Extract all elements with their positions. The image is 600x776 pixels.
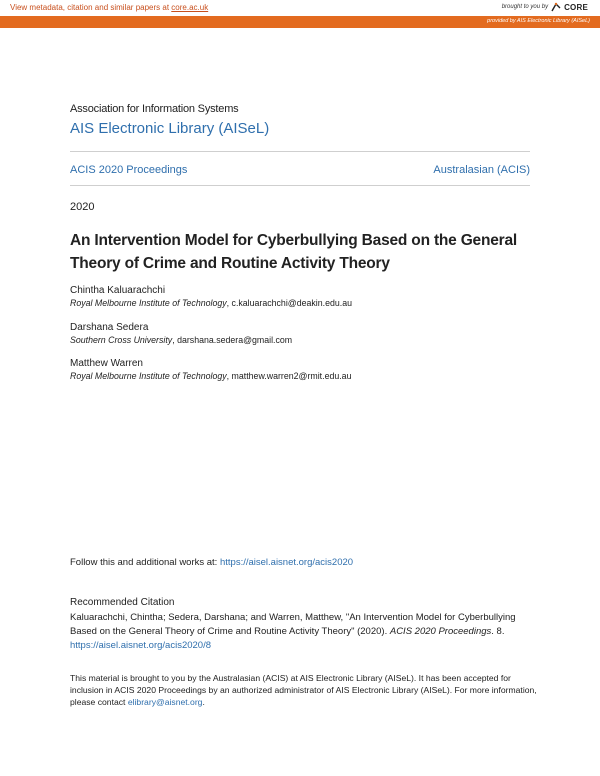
follow-line [70, 557, 353, 568]
follow-text: Follow this and additional works at: [70, 557, 220, 568]
bottom-divider [70, 185, 530, 186]
citation-heading: Recommended Citation [70, 597, 175, 608]
recommended-citation [70, 596, 540, 653]
provided-by-text: provided by AIS Electronic Library (AISeL) [487, 18, 590, 24]
top-divider [70, 151, 530, 152]
brought-to-you[interactable] [502, 2, 588, 12]
follow-link[interactable]: https://aisel.aisnet.org/acis2020 [219, 557, 354, 568]
core-logo-text: CORE [564, 2, 588, 12]
footer-notice [70, 672, 540, 708]
author-affiliation: Royal Melbourne Institute of Technology, matthew.warren2@rmit.edu.au [70, 371, 352, 381]
author-affiliation: Royal Melbourne Institute of Technology, c.kaluarachchi@deakin.edu.au [70, 298, 352, 308]
footer-end: . [202, 697, 205, 707]
author-affiliation: Southern Cross University, darshana.sedera@gmail.com [70, 335, 293, 345]
author-name: Darshana Sedera [70, 322, 149, 333]
core-ac-uk-link[interactable]: core.ac.uk [171, 3, 209, 12]
citation-venue: ACIS 2020 Proceedings [389, 626, 492, 637]
author-institution: Royal Melbourne Institute of Technology [70, 371, 227, 381]
citation-number: . 8. [491, 626, 505, 637]
library-link[interactable]: AIS Electronic Library (AISeL) [70, 120, 270, 137]
core-banner [0, 0, 600, 16]
author-block [70, 321, 292, 347]
author-institution: Southern Cross University [70, 335, 173, 345]
author-block [70, 357, 351, 383]
author-name: Matthew Warren [70, 358, 143, 369]
view-metadata-link[interactable] [10, 3, 208, 12]
proceedings-link[interactable]: ACIS 2020 Proceedings [70, 164, 188, 176]
publication-year: 2020 [70, 201, 95, 213]
region-link[interactable]: Australasian (ACIS) [433, 164, 530, 176]
author-email: darshana.sedera@gmail.com [177, 335, 293, 345]
citation-body [70, 611, 540, 639]
author-institution: Royal Melbourne Institute of Technology [70, 298, 227, 308]
core-logo-icon [551, 2, 561, 12]
author-name: Chintha Kaluarachchi [70, 285, 166, 296]
view-metadata-text: View metadata, citation and similar papers at [10, 3, 172, 12]
paper-title: An Intervention Model for Cyberbullying Based on the General Theory of Crime and Routine Activity Theory [70, 232, 518, 272]
association-name: Association for Information Systems [70, 103, 239, 115]
provided-by-bar [0, 16, 600, 28]
contact-email-link[interactable]: elibrary@aisnet.org [127, 697, 203, 707]
citation-link[interactable]: https://aisel.aisnet.org/acis2020/8 [70, 640, 212, 651]
author-email: c.kaluarachchi@deakin.edu.au [231, 298, 352, 308]
author-email: matthew.warren2@rmit.edu.au [231, 371, 352, 381]
footer-text: This material is brought to you by the Australasian (ACIS) at AIS Electronic Library (AISeL). It has been accepted for inclusion in ACIS 2020 Proceedings by an authorized administrator of AIS Electronic Library (AISeL). For more information, please contact [70, 673, 537, 707]
brought-by-text: brought to you by [501, 4, 549, 10]
author-block [70, 284, 352, 310]
citation-text: Kaluarachchi, Chintha; Sedera, Darshana; and Warren, Matthew, "An Intervention Model for Cyberbullying Based on the General Theory of Crime and Routine Activity Theory" (2020). [70, 612, 516, 637]
